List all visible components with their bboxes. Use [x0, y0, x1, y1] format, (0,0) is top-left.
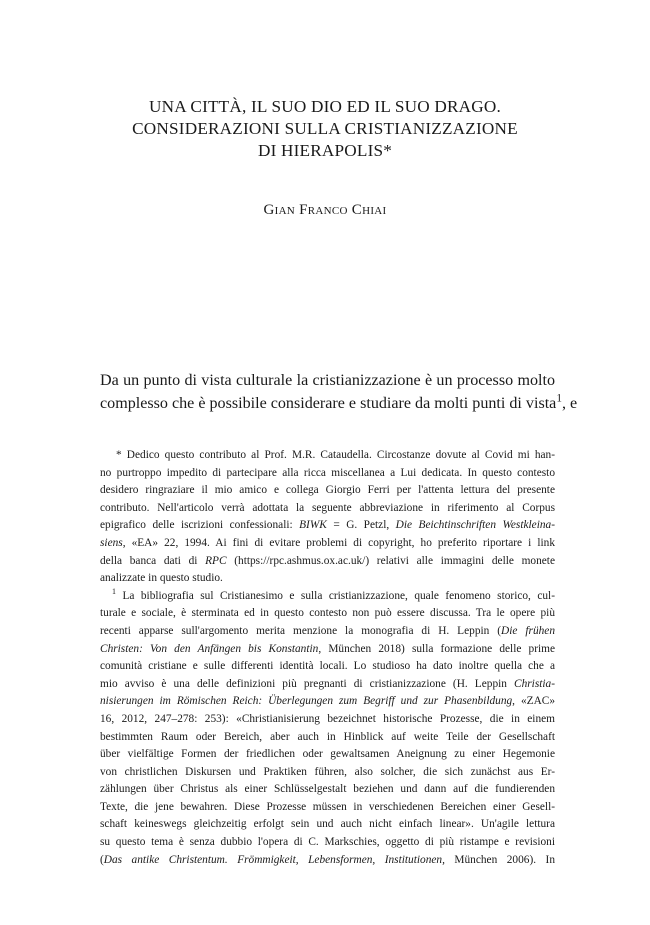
footnotes	[100, 447, 555, 869]
footnote-ref: 1	[556, 392, 562, 405]
text-span: , München 2018) sulla formazione delle prime	[318, 642, 556, 655]
footnote-1-line: zählungen über Christus als einer Schlüsselgestalt beziehen und dann auf die fundierenden	[100, 783, 555, 796]
footnote-star-line	[100, 535, 555, 553]
text-span: (	[100, 853, 104, 866]
footnote-1-line: comunità cristiane e sulle differenti identità locali. Lo studioso ha dato inoltre quella che a	[100, 660, 555, 673]
text-span: della banca dati di	[100, 554, 206, 567]
abbrev-rpc: RPC	[205, 554, 227, 567]
footnote-1-line	[100, 852, 555, 870]
title-line: CONSIDERAZIONI SULLA CRISTIANIZZAZIONE	[132, 119, 518, 138]
footnote-1-line: 16, 2012, 247–278: 253): «Christianisierung bezeichnet historische Prozesse, die in einem	[100, 712, 555, 725]
footnote-star-line: analizzate in questo studio.	[100, 572, 223, 585]
text-span: (https://rpc.ashmus.ox.ac.uk/) relativi alle immagini delle monete	[226, 554, 555, 567]
footnote-1-line	[100, 623, 555, 641]
text-span: epigrafico delle iscrizioni confessionali:	[100, 519, 300, 532]
article-title	[0, 96, 650, 162]
footnote-star-line	[100, 517, 555, 535]
footnote-1-line: bestimmten Raum oder Bereich, aber auch in Hinblick auf weite Teile der Gesellschaft	[100, 730, 555, 743]
footnote-mark: 1	[112, 586, 116, 596]
footnote-1-line: Texte, die jene bewahren. Diese Prozesse müssen in verschiedenen Bereichen einer Gesell-	[100, 800, 555, 813]
footnote-star-line	[100, 553, 555, 571]
footnote-1-line: turale e sociale, è sterminata ed in questo contesto non può essere discussa. Tra le opere più	[100, 607, 555, 620]
body-text-span: complesso che è possibile considerare e studiare da molti punti di vista	[100, 394, 557, 412]
body-line	[100, 392, 578, 416]
citation-title: Christen: Von den Anfängen bis Konstantin	[100, 642, 319, 655]
citation-title: Die frühen	[501, 624, 555, 637]
footnote-1-line	[100, 676, 555, 694]
footnote-star-line: contributo. Nell'articolo verrà adottata la seguente abbreviazione in riferimento al Corpus	[100, 501, 555, 514]
text-span: recenti apparse sull'argomento merita menzione la monografia di H. Leppin (	[100, 624, 502, 637]
footnote-1-line: über vielfältige Formen der friedlichen oder gewaltsamen Aneignung zu einer Hegemonie	[100, 748, 555, 761]
footnote-1-line: su questo tema è senza dubbio l'opera di C. Markschies, oggetto di più ristampe e revisioni	[100, 836, 555, 849]
body-text	[100, 370, 578, 415]
body-line: Da un punto di vista culturale la cristianizzazione è un processo molto	[100, 372, 555, 389]
citation-title: Das antike Christentum. Frömmigkeit, Lebensformen, Institutionen,	[103, 853, 445, 866]
text-span: = G. Petzl,	[326, 519, 396, 532]
text-span: La bibliografia sul Cristianesimo e sulla cristianizzazione, quale fenomeno storico, cul-	[122, 589, 555, 602]
citation-title: Christia-	[514, 677, 555, 690]
footnote-1-line	[100, 641, 555, 659]
abbrev-biwk: BIWK	[299, 519, 327, 532]
footnote-star-line: no purtroppo impedito di partecipare alla ricca miscellanea a Lui dedicata. In questo contesto	[100, 466, 555, 479]
footnote-1-line	[100, 588, 555, 606]
citation-title: siens	[100, 536, 123, 549]
title-line: UNA CITTÀ, IL SUO DIO ED IL SUO DRAGO.	[149, 97, 501, 116]
citation-title: nisierungen im Römischen Reich: Überlegungen zum Begriff und zur Phasenbildung	[100, 695, 513, 708]
citation-title: Die Beichtinschriften Westkleina-	[395, 519, 555, 532]
footnote-1-line: von christlichen Diskursen und Praktiken führen, also solcher, die sich zunächst aus Er-	[100, 765, 555, 778]
text-span: , «ZAC»	[512, 695, 555, 708]
text-span: , «EA» 22, 1994. Ai fini di evitare problemi di copyright, ho preferito riportare i link	[122, 536, 555, 549]
footnote-1-line: schaft keineswegs gleichzeitig erfolgt sein und auch nicht einfach linear». Un'agile lettura	[100, 818, 555, 831]
text-span: München 2006). In	[444, 853, 556, 866]
title-line: DI HIERAPOLIS*	[257, 141, 393, 160]
footnote-star-line: * Dedico questo contributo al Prof. M.R. Cataudella. Circostanze dovute al Covid mi han-	[116, 449, 555, 461]
author-name: Gian Franco Chiai	[263, 202, 387, 218]
text-span: mio avviso è una delle definizioni più pregnanti di cristianizzazione (H. Leppin	[100, 677, 515, 690]
footnote-star-line: desidero ringraziare il mio amico e collega Giorgio Ferri per l'attenta lettura del presente	[100, 484, 555, 497]
footnote-1-line	[100, 693, 555, 711]
body-text-span: , e	[561, 394, 578, 412]
